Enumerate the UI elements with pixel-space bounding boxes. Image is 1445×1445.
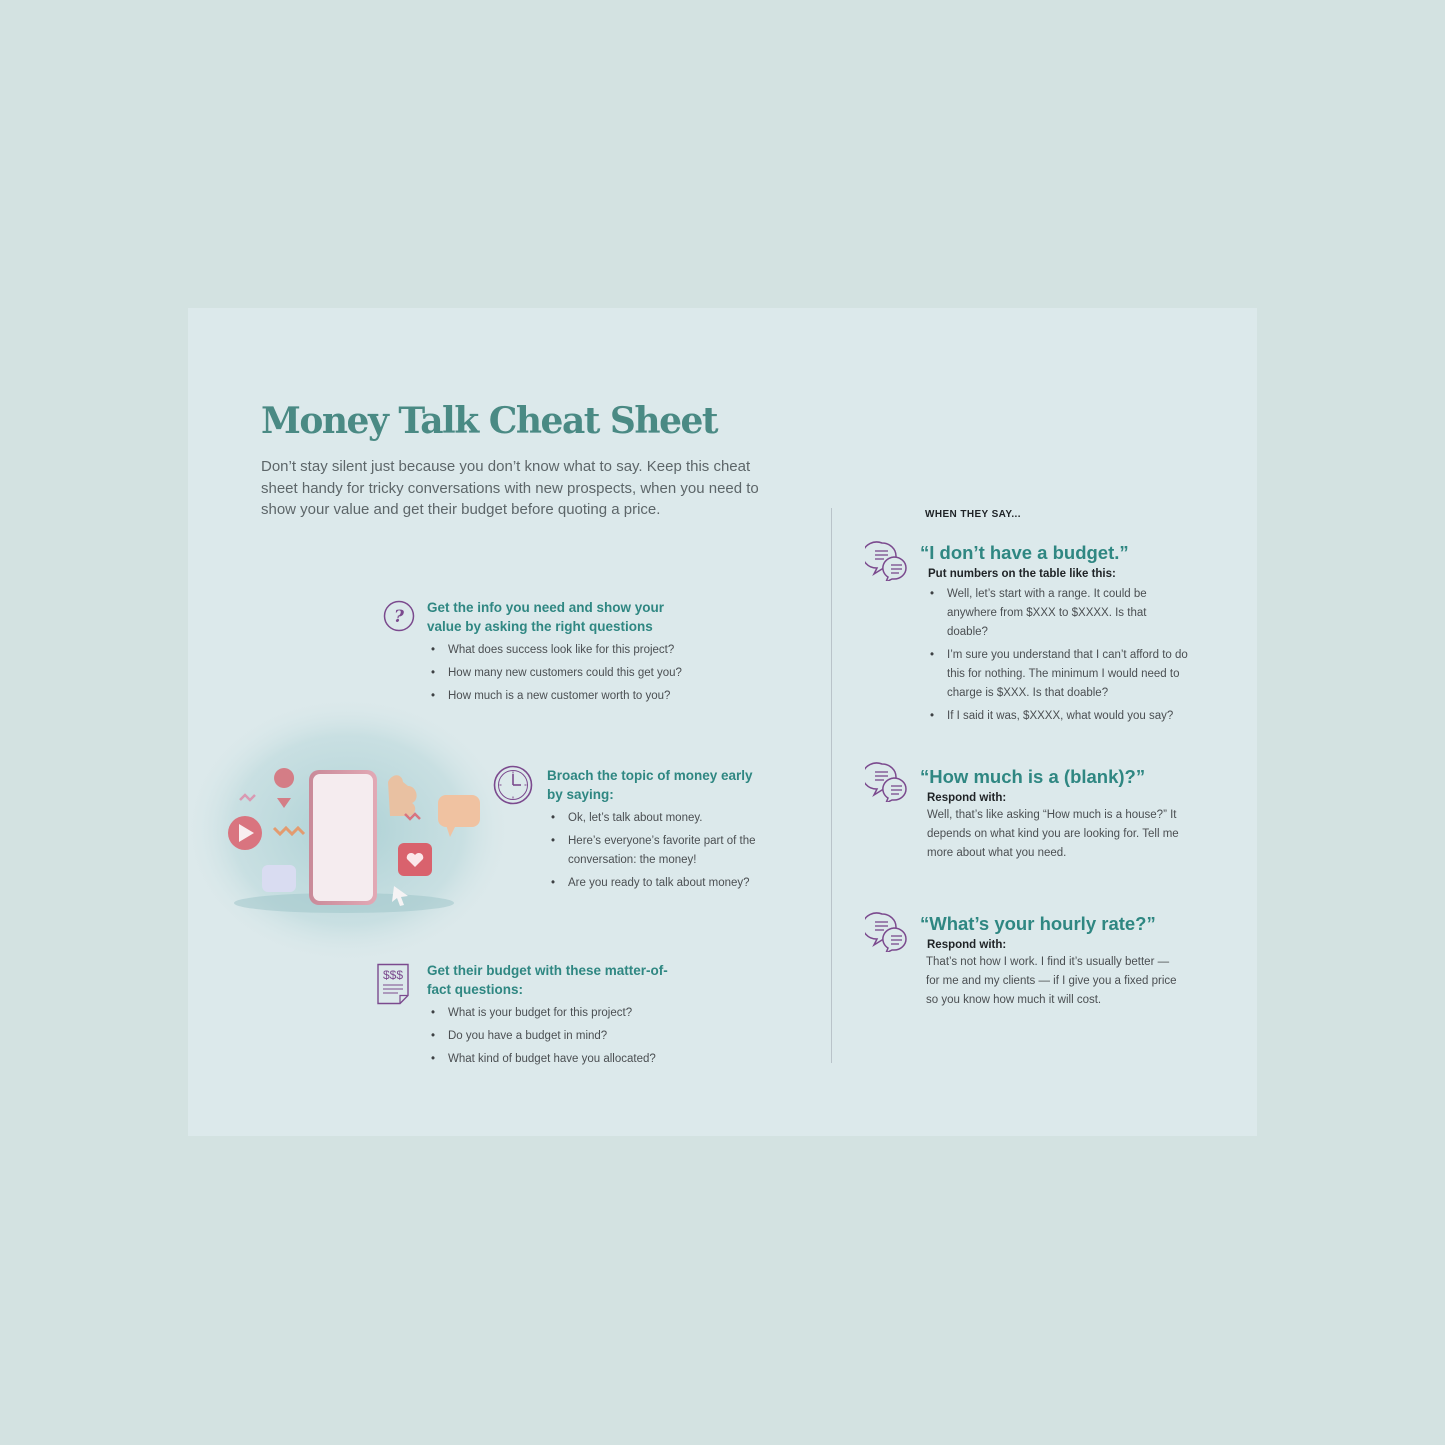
list-item: • What does success look like for this project? xyxy=(427,641,697,660)
list-item: • How many new customers could this get you? xyxy=(427,664,697,683)
question-circle-icon xyxy=(383,600,415,637)
quote-heading: “How much is a (blank)?” xyxy=(920,766,1146,787)
speech-bubbles-icon xyxy=(865,912,909,957)
invoice-icon xyxy=(376,963,410,1010)
response-text: Well, that’s like asking “How much is a house?” It depends on what kind you are looking for. Tell me more about what you need. xyxy=(927,809,1179,859)
list-item: • How much is a new customer worth to you? xyxy=(427,687,697,706)
response-how-much xyxy=(920,766,1190,863)
section-get-budget xyxy=(427,961,687,1073)
response-subheading: Respond with: xyxy=(927,792,1007,804)
bullet-list xyxy=(926,585,1188,726)
response-no-budget xyxy=(920,542,1190,730)
list-item: • Here’s everyone’s favorite part of the conversation: the money! xyxy=(547,832,767,870)
list-item: • Are you ready to talk about money? xyxy=(547,874,767,893)
speech-bubbles-icon xyxy=(865,541,909,586)
response-subheading: Put numbers on the table like this: xyxy=(928,568,1116,580)
list-item: • Ok, let’s talk about money. xyxy=(547,809,767,828)
clock-icon xyxy=(493,765,533,810)
list-item: • If I said it was, $XXXX, what would you say? xyxy=(926,707,1188,726)
bullet-list xyxy=(427,641,697,706)
svg-text:?: ? xyxy=(394,607,404,627)
response-text: That’s not how I work. I find it’s usually better — for me and my clients — if I give you a fixed price so you know how much it will cost. xyxy=(926,956,1177,1006)
bullet-list xyxy=(427,1004,687,1069)
list-item: • What is your budget for this project? xyxy=(427,1004,687,1023)
speech-bubbles-icon xyxy=(865,762,909,807)
intro-paragraph: Don’t stay silent just because you don’t know what to say. Keep this cheat sheet handy for tricky conversations with new prospects, when you need to show your value and get their budget before quoting a price. xyxy=(261,458,759,518)
section-broach-money xyxy=(547,766,767,897)
section-heading: Get their budget with these matter-of-fact questions: xyxy=(427,963,668,997)
list-item: • I’m sure you understand that I can’t afford to do this for nothing. The minimum I would need to charge is $XXX. Is that doable? xyxy=(926,646,1188,703)
list-item: • Do you have a budget in mind? xyxy=(427,1027,687,1046)
quote-heading: “What’s your hourly rate?” xyxy=(920,913,1156,934)
section-heading: Broach the topic of money early by saying: xyxy=(547,768,753,802)
section-heading: Get the info you need and show your value by asking the right questions xyxy=(427,600,665,634)
quote-heading: “I don’t have a budget.” xyxy=(920,542,1129,563)
cheat-sheet-card xyxy=(188,308,1257,1136)
response-hourly-rate xyxy=(920,913,1190,1010)
response-subheading: Respond with: xyxy=(927,939,1007,951)
svg-text:$$$: $$$ xyxy=(382,968,404,982)
page-title: Money Talk Cheat Sheet xyxy=(261,400,718,442)
phone-illustration xyxy=(188,700,508,960)
bullet-list xyxy=(547,809,767,893)
when-they-say-label: WHEN THEY SAY... xyxy=(925,509,1021,520)
list-item: • What kind of budget have you allocated? xyxy=(427,1050,687,1069)
column-divider xyxy=(831,508,832,1063)
list-item: • Well, let’s start with a range. It could be anywhere from $XXX to $XXXX. Is that doable? xyxy=(926,585,1188,642)
section-ask-questions xyxy=(427,598,697,710)
